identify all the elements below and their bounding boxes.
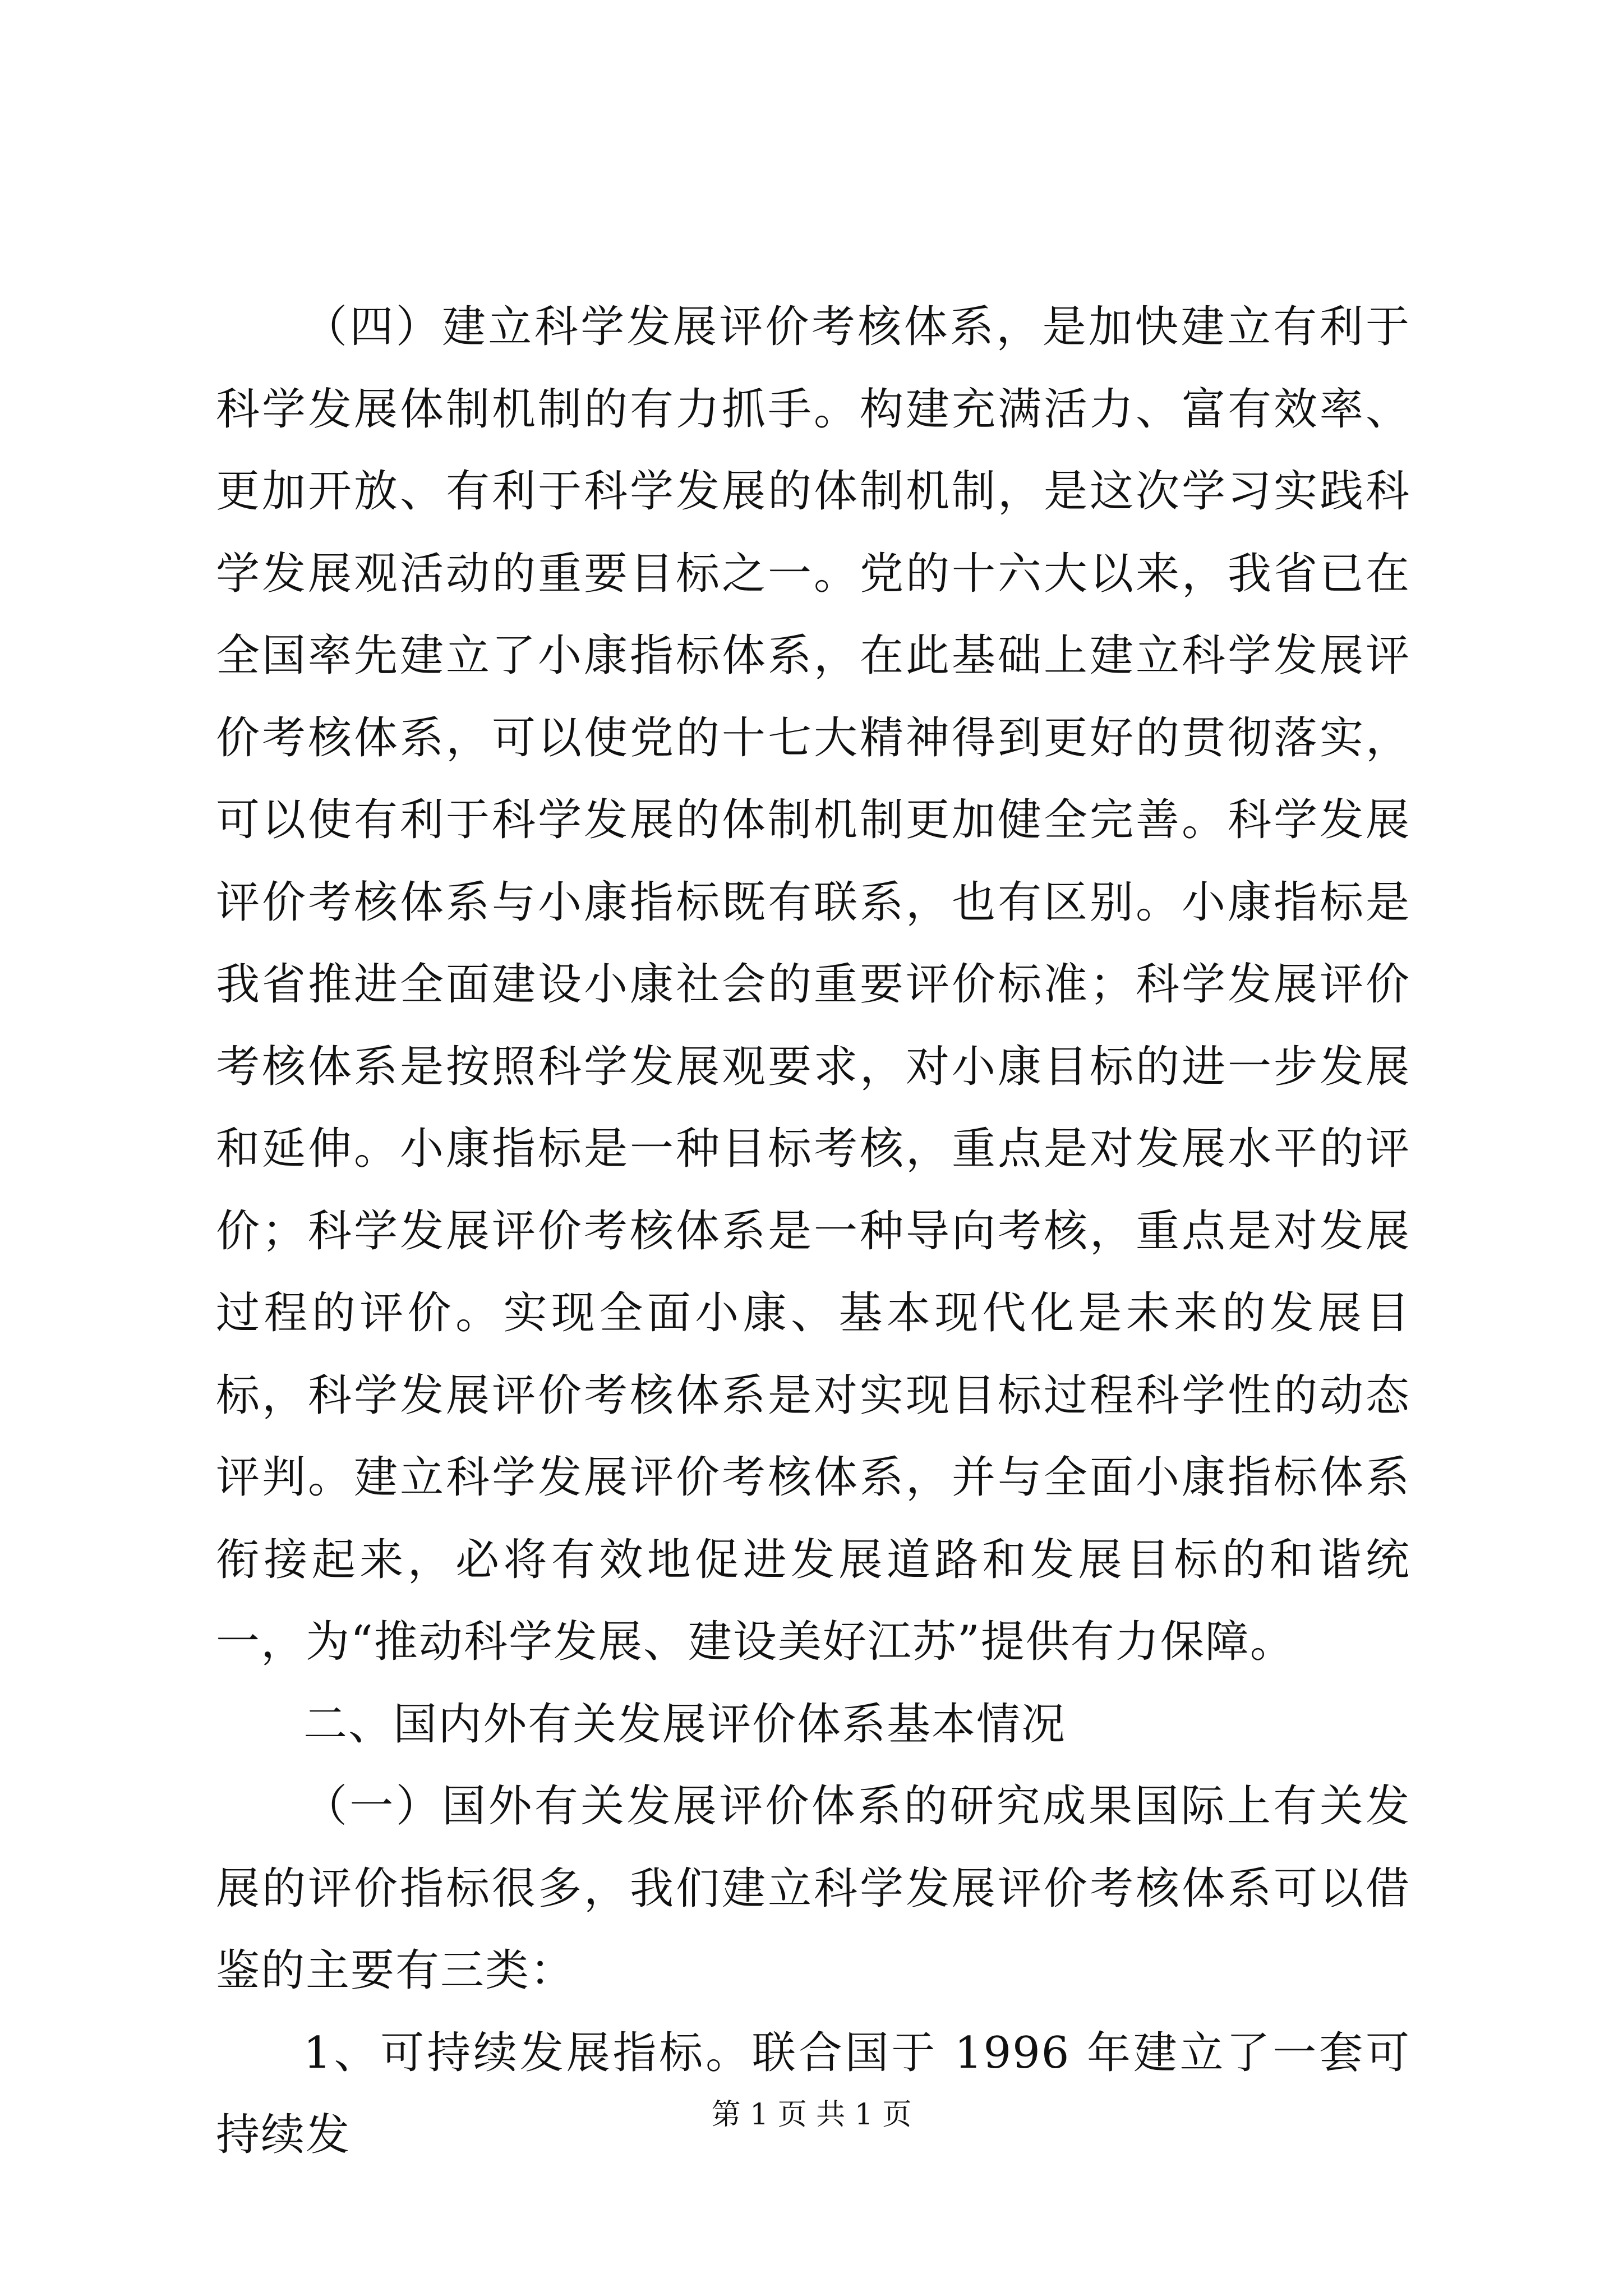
paragraph-four: （四）建立科学发展评价考核体系，是加快建立有利于科学发展体制机制的有力抓手。构建充满活力、富有效率、更加开放、有利于科学发展的体制机制，是这次学习实践科学发展观活动的重要目标之一。党的十六大以来，我省已在全国率先建立了小康指标体系，在此基础上建立科学发展评价考核体系，可以使党的十七大精神得到更好的贯彻落实，可以使有利于科学发展的体制机制更加健全完善。科学发展评价考核体系与小康指标既有联系，也有区别。小康指标是我省推进全面建设小康社会的重要评价标准；科学发展评价考核体系是按照科学发展观要求，对小康目标的进一步发展和延伸。小康指标是一种目标考核，重点是对发展水平的评价；科学发展评价考核体系是一种导向考核，重点是对发展过程的评价。实现全面小康、基本现代化是未来的发展目标，科学发展评价考核体系是对实现目标过程科学性的动态评判。建立科学发展评价考核体系，并与全面小康指标体系衔接起来，必将有效地促进发展道路和发展目标的和谐统一，为“推动科学发展、建设美好江苏”提供有力保障。 [216, 302, 1410, 1667]
document-body [216, 286, 1410, 2177]
paragraph-subsection-one: （一）国外有关发展评价体系的研究成果国际上有关发展的评价指标很多，我们建立科学发展评价考核体系可以借鉴的主要有三类： [216, 1781, 1410, 1996]
section-heading-two: 二、国内外有关发展评价体系基本情况 [303, 1699, 1067, 1750]
page-footer: 第 1 页 共 1 页 [711, 2098, 912, 2132]
paragraph-item-one: 1、可持续发展指标。联合国于 1996 年建立了一套可持续发 [216, 2027, 1410, 2160]
